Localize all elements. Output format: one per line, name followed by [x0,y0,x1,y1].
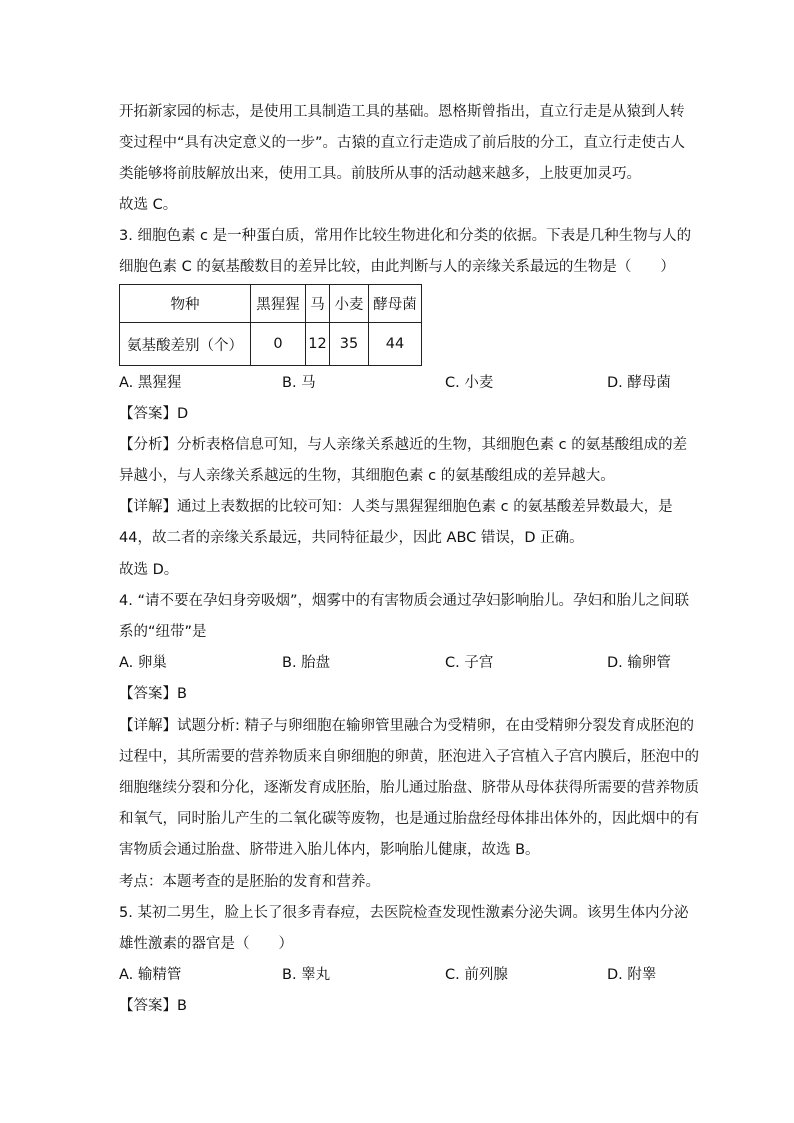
option-d: D. 附睾 [607,967,657,983]
table-cell: 黑猩猩 [251,285,306,323]
option-a: A. 黑猩猩 [119,375,182,391]
answer: 【答案】B [119,998,187,1014]
question-5-stem: 雄性激素的器官是（ ） [119,936,293,952]
table-cell: 马 [306,285,330,323]
question-4-stem: 4. “请不要在孕妇身旁吸烟”，烟雾中的有害物质会通过孕妇影响胎儿。孕妇和胎儿之间联 [119,593,689,609]
exam-point: 考点：本题考查的是胚胎的发育和营养。 [119,874,380,890]
detail-text: 细胞继续分裂和分化，逐渐发育成胚胎，胎儿通过胎盘、脐带从母体获得所需要的营养物质 [119,780,699,796]
answer: 【答案】B [119,686,187,702]
analysis-text: 异越小，与人亲缘关系越远的生物，其细胞色素 c 的氨基酸组成的差异越大。 [119,468,615,484]
table-header-row [120,285,422,323]
table-cell: 酵母菌 [369,285,422,323]
option-b: B. 胎盘 [282,655,331,671]
analysis-text: 【分析】分析表格信息可知，与人亲缘关系越近的生物，其细胞色素 c 的氨基酸组成的差 [119,437,688,453]
option-a: A. 输精管 [119,967,182,983]
detail-text: 害物质会通过胎盘、脐带进入胎儿体内，影响胎儿健康，故选 B。 [119,842,540,858]
question-4-stem: 系的“纽带”是 [119,624,207,640]
option-b: B. 睾丸 [282,967,331,983]
text-line: 变过程中“具有决定意义的一步”。古猿的直立行走造成了前后肢的分工，直立行走使古人 [119,135,686,151]
table-cell: 氨基酸差别（个） [120,323,251,366]
detail-text: 【详解】通过上表数据的比较可知：人类与黑猩猩细胞色素 c 的氨基酸差异数最大，是 [119,499,673,515]
table-cell: 44 [369,323,422,366]
answer: 【答案】D [119,406,189,422]
table-row [120,323,422,366]
question-3-stem: 细胞色素 C 的氨基酸数目的差异比较，由此判断与人的亲缘关系最远的生物是（ ） [119,259,675,275]
detail-text: 44，故二者的亲缘关系最远，共同特征最少，因此 ABC 错误，D 正确。 [119,530,584,546]
table-cell: 12 [306,323,330,366]
table-cell: 小麦 [330,285,369,323]
option-d: D. 输卵管 [607,655,671,671]
text-line: 类能够将前肢解放出来，使用工具。前肢所从事的活动越来越多，上肢更加灵巧。 [119,166,641,182]
question-5-options [119,966,679,984]
conclusion: 故选 C。 [119,197,178,213]
question-3-stem: 3. 细胞色素 c 是一种蛋白质，常用作比较生物进化和分类的依据。下表是几种生物与人的 [119,228,692,244]
table-cell: 35 [330,323,369,366]
option-c: C. 前列腺 [445,967,508,983]
detail-text: 和氧气，同时胎儿产生的二氧化碳等废物，也是通过胎盘经母体排出体外的，因此烟中的有 [119,811,699,827]
question-3-options [119,374,679,392]
option-d: D. 酵母菌 [607,375,671,391]
question-4-options [119,654,679,672]
table-cell: 物种 [120,285,251,323]
option-c: C. 小麦 [445,375,494,391]
option-c: C. 子宫 [445,655,494,671]
option-b: B. 马 [282,375,316,391]
question-5-stem: 5. 某初二男生，脸上长了很多青春痘，去医院检查发现性激素分泌失调。该男生体内分泌 [119,905,689,921]
text-line: 开拓新家园的标志，是使用工具制造工具的基础。恩格斯曾指出，直立行走是从猿到人转 [119,104,685,120]
conclusion: 故选 D。 [119,562,179,578]
table-cell: 0 [251,323,306,366]
detail-text: 【详解】试题分析: 精子与卵细胞在输卵管里融合为受精卵，在由受精卵分裂发育成胚泡的 [119,718,694,734]
option-a: A. 卵巢 [119,655,167,671]
amino-acid-table [119,284,422,366]
detail-text: 过程中，其所需要的营养物质来自卵细胞的卵黄，胚泡进入子宫植入子宫内膜后，胚泡中的 [119,749,699,765]
